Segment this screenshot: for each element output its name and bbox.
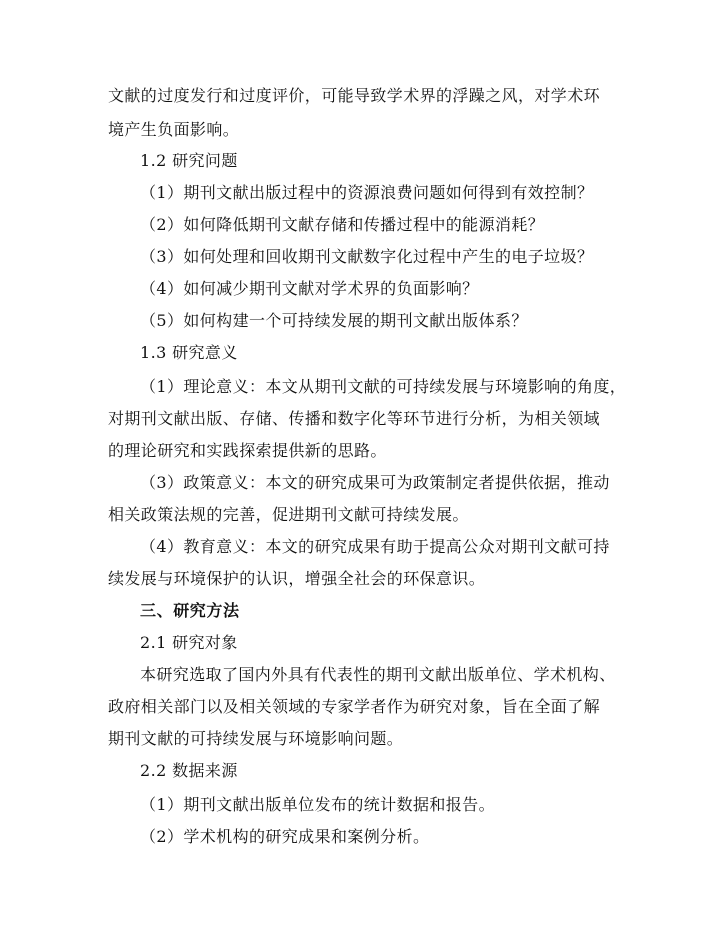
section-subheading: 1.2 研究问题 [140,151,238,170]
list-item: （5）如何构建一个可持续发展的期刊文献出版体系？ [140,311,528,330]
paragraph-line: 文献的过度发行和过度评价，可能导致学术界的浮躁之风，对学术环 [108,86,601,105]
paragraph-line: 对期刊文献出版、存储、传播和数字化等环节进行分析，为相关领域 [108,409,601,428]
paragraph-line: 本研究选取了国内外具有代表性的期刊文献出版单位、学术机构、 [140,665,616,684]
list-item: （1）期刊文献出版过程中的资源浪费问题如何得到有效控制？ [140,183,594,202]
section-heading: 三、研究方法 [140,601,240,620]
list-item: （1）期刊文献出版单位发布的统计数据和报告。 [140,795,495,814]
paragraph-line: 续发展与环境保护的认识，增强全社会的环保意识。 [108,569,486,588]
section-subheading: 1.3 研究意义 [140,343,238,362]
paragraph-line: 的理论研究和实践探索提供新的思路。 [108,441,387,460]
paragraph-line: （3）政策意义：本文的研究成果可为政策制定者提供依据，推动 [140,473,610,492]
section-subheading: 2.2 数据来源 [140,761,238,780]
paragraph-line: （4）教育意义：本文的研究成果有助于提高公众对期刊文献可持 [140,537,610,556]
paragraph-line: 期刊文献的可持续发展与环境影响问题。 [108,729,404,748]
paragraph-line: 相关政策法规的完善，促进期刊文献可持续发展。 [108,505,469,524]
paragraph-line: 政府相关部门以及相关领域的专家学者作为研究对象，旨在全面了解 [108,697,601,716]
list-item: （4）如何减少期刊文献对学术界的负面影响？ [140,279,479,298]
list-item: （2）学术机构的研究成果和案例分析。 [140,827,430,846]
section-subheading: 2.1 研究对象 [140,633,238,652]
list-item: （2）如何降低期刊文献存储和传播过程中的能源消耗？ [140,215,545,234]
list-item: （3）如何处理和回收期刊文献数字化过程中产生的电子垃圾？ [140,247,594,266]
paragraph-line: （1）理论意义：本文从期刊文献的可持续发展与环境影响的角度， [140,377,627,396]
paragraph-line: 境产生负面影响。 [108,120,240,139]
